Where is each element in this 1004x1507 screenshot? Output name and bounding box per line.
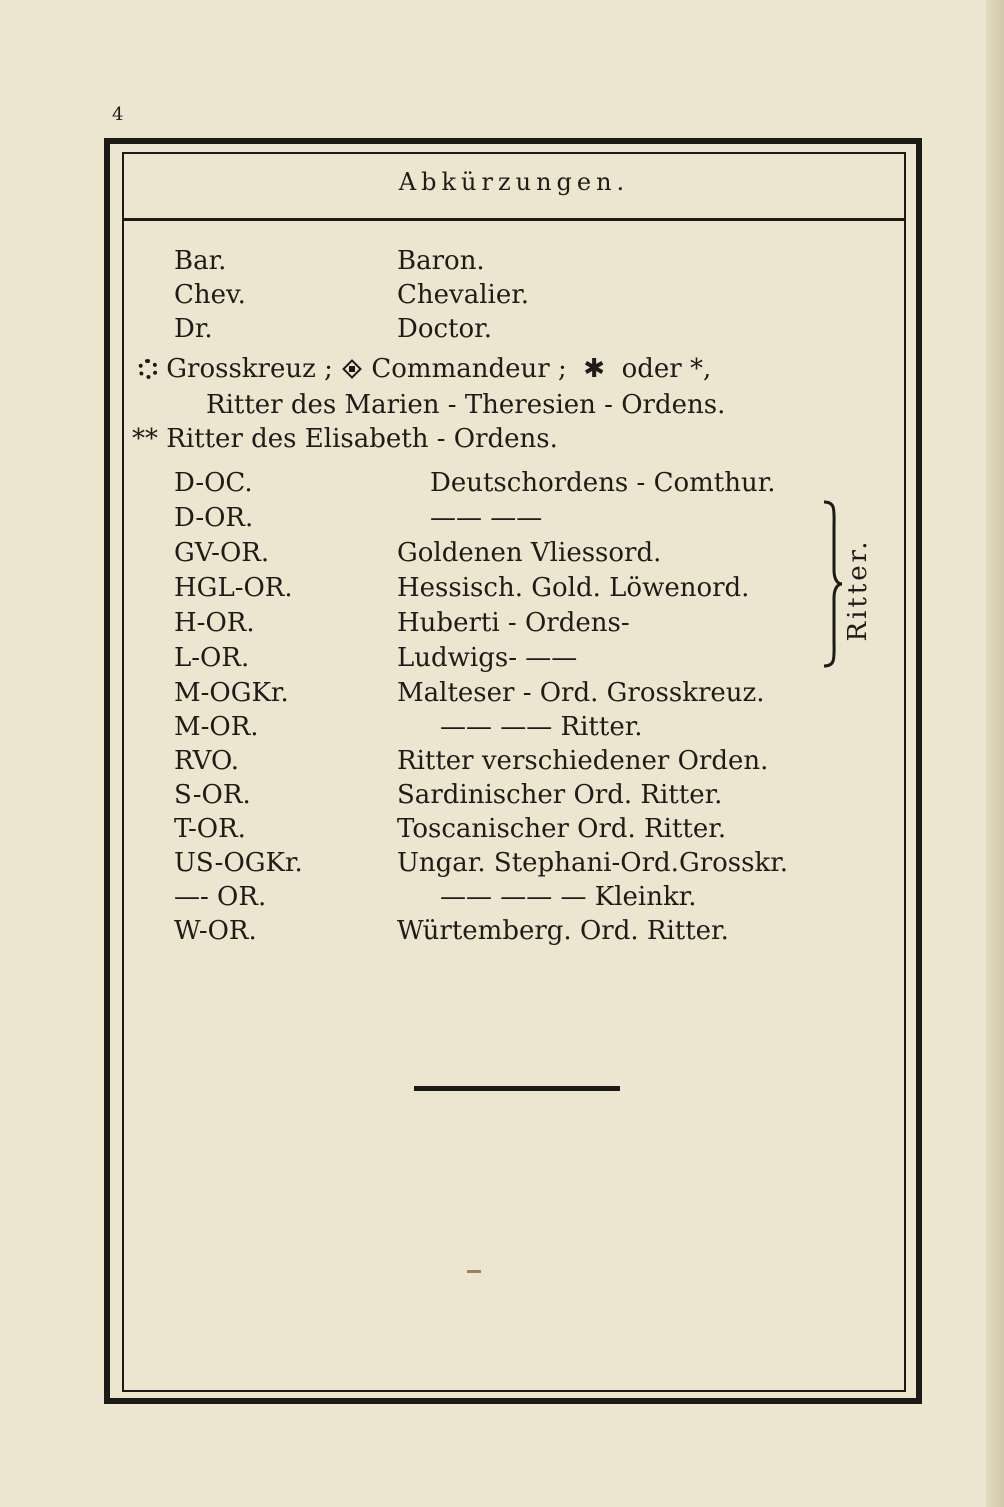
meaning-bar: Baron. bbox=[397, 246, 485, 276]
symbols-line-2: Ritter des Marien - Theresien - Ordens. bbox=[206, 390, 726, 420]
abbr-s-or: S-OR. bbox=[174, 780, 251, 810]
meaning-s-or: Sardinischer Ord. Ritter. bbox=[397, 780, 723, 810]
abbr-bar: Bar. bbox=[174, 246, 227, 276]
meaning-chev: Chevalier. bbox=[397, 280, 530, 310]
abbr-us-ogkr: US-OGKr. bbox=[174, 848, 303, 878]
abbr-dr: Dr. bbox=[174, 314, 213, 344]
meaning-m-or: —— —— Ritter. bbox=[440, 712, 643, 742]
meaning-hgl-or: Hessisch. Gold. Löwenord. bbox=[397, 573, 750, 603]
page-number: 4 bbox=[112, 104, 124, 125]
page-edge bbox=[986, 0, 1004, 1507]
meaning-d-oc: Deutschordens - Comthur. bbox=[430, 468, 776, 498]
page-title: Abkürzungen. bbox=[398, 168, 630, 196]
meaning-m-ogkr: Malteser - Ord. Grosskreuz. bbox=[397, 678, 765, 708]
abbr-hgl-or: HGL-OR. bbox=[174, 573, 293, 603]
commandeur-icon bbox=[341, 358, 363, 380]
abbr-h-or: H-OR. bbox=[174, 608, 255, 638]
abbr-d-or: D-OR. bbox=[174, 503, 254, 533]
meaning-rvo: Ritter verschiedener Orden. bbox=[397, 746, 769, 776]
commandeur-label: Commandeur ; bbox=[371, 354, 567, 384]
abbr-t-or: T-OR. bbox=[174, 814, 246, 844]
abbr-w-or: W-OR. bbox=[174, 916, 257, 946]
ritter-brace bbox=[822, 500, 844, 668]
ritter-asterisk-icon: ✱ bbox=[583, 354, 606, 384]
grosskreuz-icon bbox=[138, 359, 158, 379]
grosskreuz-label: Grosskreuz ; bbox=[166, 354, 333, 384]
abbr-rvo: RVO. bbox=[174, 746, 240, 776]
symbols-line-1 bbox=[138, 356, 711, 382]
meaning-kleinkr: —— —— — Kleinkr. bbox=[440, 882, 697, 912]
abbr-gv-or: GV-OR. bbox=[174, 538, 270, 568]
abbr-l-or: L-OR. bbox=[174, 643, 250, 673]
end-rule bbox=[414, 1086, 620, 1091]
heading-rule bbox=[124, 218, 904, 221]
meaning-dr: Doctor. bbox=[397, 314, 492, 344]
meaning-h-or: Huberti - Ordens- bbox=[397, 608, 630, 638]
meaning-l-or: Ludwigs- —— bbox=[397, 643, 578, 673]
oder-label: oder *, bbox=[621, 354, 712, 384]
abbr-kleinkr: —- OR. bbox=[174, 882, 267, 912]
meaning-d-or: —— —— bbox=[430, 503, 543, 533]
abbr-m-or: M-OR. bbox=[174, 712, 259, 742]
meaning-gv-or: Goldenen Vliessord. bbox=[397, 538, 662, 568]
abbr-m-ogkr: M-OGKr. bbox=[174, 678, 289, 708]
abbr-d-oc: D-OC. bbox=[174, 468, 253, 498]
ritter-bracket-label: Ritter. bbox=[843, 538, 873, 642]
symbols-line-3: ** Ritter des Elisabeth - Ordens. bbox=[132, 424, 558, 454]
meaning-t-or: Toscanischer Ord. Ritter. bbox=[397, 814, 727, 844]
meaning-w-or: Würtemberg. Ord. Ritter. bbox=[397, 916, 729, 946]
ink-mark bbox=[467, 1270, 481, 1273]
meaning-us-ogkr: Ungar. Stephani-Ord.Grosskr. bbox=[397, 848, 789, 878]
abbr-chev: Chev. bbox=[174, 280, 246, 310]
